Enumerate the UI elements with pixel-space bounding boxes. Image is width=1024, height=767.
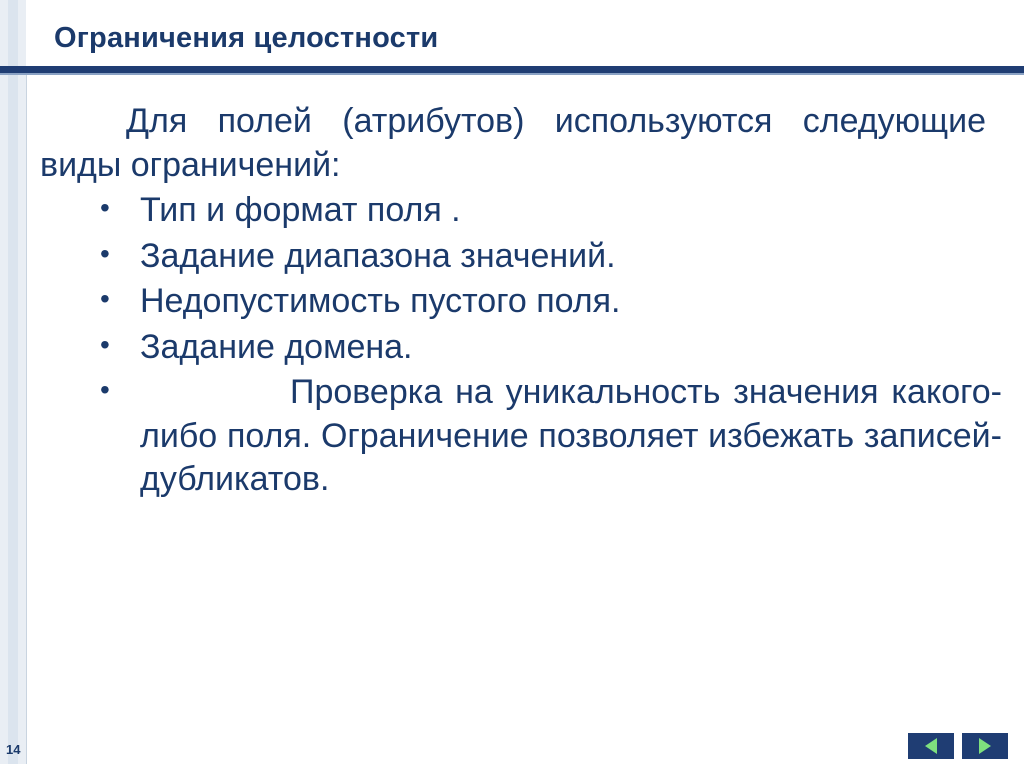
list-item bbox=[40, 326, 1002, 370]
list-item bbox=[40, 235, 1002, 279]
bullet-icon: • bbox=[100, 328, 110, 360]
prev-slide-button[interactable] bbox=[908, 733, 954, 759]
intro-paragraph: Для полей (атрибутов) используются следующие виды ограничений: bbox=[40, 102, 986, 184]
bullet-icon: • bbox=[100, 237, 110, 269]
list-item-label: Недопустимость пустого поля. bbox=[140, 282, 621, 321]
triangle-left-icon bbox=[925, 738, 937, 754]
triangle-right-icon bbox=[979, 738, 991, 754]
list-item bbox=[40, 189, 1002, 233]
slide-navigation bbox=[908, 733, 1008, 759]
bullet-icon: • bbox=[100, 283, 110, 315]
title-band bbox=[26, 0, 1024, 66]
title-divider bbox=[0, 66, 1024, 73]
bullet-icon: • bbox=[100, 374, 110, 406]
slide-body bbox=[40, 100, 1002, 504]
list-item-label: Тип и формат поля . bbox=[140, 191, 461, 230]
list-item-label: Задание домена. bbox=[140, 327, 413, 366]
title-divider-secondary bbox=[0, 73, 1024, 75]
left-accent-bar bbox=[0, 0, 27, 767]
bullet-list bbox=[40, 189, 1002, 502]
page-title: Ограничения целостности bbox=[54, 22, 439, 54]
bullet-icon: • bbox=[100, 192, 110, 224]
left-accent-bar-inner bbox=[6, 0, 21, 767]
next-slide-button[interactable] bbox=[962, 733, 1008, 759]
list-item-label: Задание диапазона значений. bbox=[140, 236, 616, 275]
list-item-label: Проверка на уникальность значения какого-либо поля. Ограничение позволяет избежать записей-дубликатов. bbox=[140, 373, 1002, 499]
list-item bbox=[40, 371, 1002, 502]
page-number: 14 bbox=[6, 742, 21, 757]
list-item bbox=[40, 280, 1002, 324]
